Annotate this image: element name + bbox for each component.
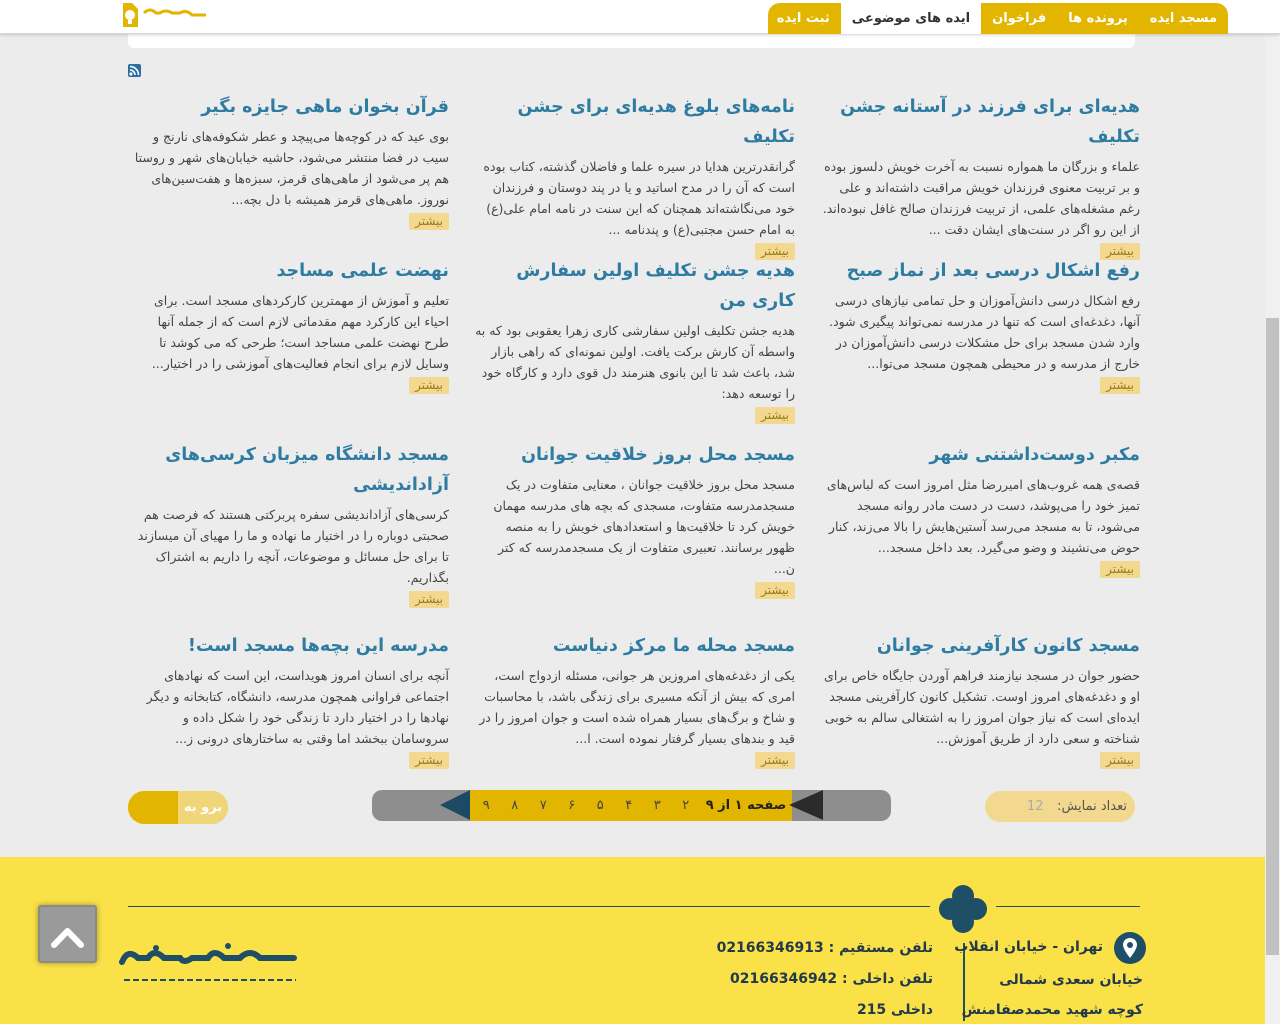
pagination-next-arrow[interactable] (789, 790, 823, 820)
main-nav (768, 3, 1228, 34)
more-button[interactable]: بیشتر (409, 377, 449, 394)
scrollbar[interactable] (1265, 34, 1280, 1024)
idea-card (820, 631, 1140, 769)
idea-card-excerpt: کرسی‌های آزاداندیشی سفره پربرکتی هستند که فرصت هم صحبتی دوباره را در اختیار ما نهاده و ما را مهیای آن میسازند تا برای حل مسائل و موضوعات، آنچه را داریم به اشتراک بگذاریم. (137, 507, 449, 585)
footer-logo[interactable] (118, 934, 303, 990)
idea-card (129, 256, 449, 394)
idea-card-title[interactable]: مکبر دوست‌داشتنی شهر (929, 445, 1140, 465)
per-page-label: تعداد نمایش: (1057, 799, 1127, 814)
nav-item-masjed-idea[interactable]: مسجد ایده (1149, 11, 1217, 26)
page-link[interactable]: ۹ (482, 798, 490, 813)
more-button[interactable]: بیشتر (755, 582, 795, 599)
idea-card-title[interactable]: نامه‌های بلوغ هدیه‌ای برای جشن تکلیف (517, 97, 795, 147)
idea-card-title[interactable]: قرآن بخوان ماهی جایزه بگیر (201, 97, 449, 117)
idea-card-excerpt: یکی از دغدغه‌های امروزین هر جوانی، مسئله ازدواج است، امری که بیش از آنکه مسیری برای زندگی باشد، با محاسبات و شاخ و برگ‌های بسیار همراه شده است و جوان امروز را در قید و بندهای بسیار گرفتار نموده است. ا... (479, 668, 795, 746)
content-panel-edge (128, 34, 1135, 48)
footer-extension: داخلی 215 (856, 1002, 933, 1018)
idea-card (475, 92, 795, 260)
top-navigation-bar (0, 0, 1280, 34)
per-page-select[interactable] (985, 791, 1135, 822)
page-link[interactable]: ۳ (653, 798, 661, 813)
more-button[interactable]: بیشتر (409, 752, 449, 769)
idea-card (129, 631, 449, 769)
pagination-prev-arrow[interactable] (440, 790, 470, 820)
footer-divider-left (128, 906, 930, 907)
nav-item-calls[interactable]: فراخوان (992, 11, 1047, 26)
page-link[interactable]: ۸ (511, 798, 519, 813)
idea-card-title[interactable]: مسجد دانشگاه میزبان کرسی‌های آزاداندیشی (165, 445, 449, 495)
location-pin-icon (1113, 931, 1147, 965)
site-logo[interactable] (120, 1, 210, 31)
idea-card (820, 92, 1140, 260)
footer-address-line1: تهران - خیابان انقلاب (954, 939, 1103, 955)
nav-item-submit-idea[interactable]: ثبت ایده (776, 11, 830, 26)
page-link[interactable]: ۵ (596, 798, 604, 813)
idea-card-excerpt: گرانقدرترین هدایا در سیره علما و فاضلان گذشته، کتاب بوده است که آن را در مدح اساتید و یا در پند دوستان و فرزندان خود می‌نگاشته‌اند همچنان که این سنت در نامه امام علی(ع) به امام حسن مجتبی(ع) و پندنامه ... (483, 159, 795, 237)
scroll-to-top-button[interactable] (38, 905, 97, 963)
idea-card-excerpt: هدیه جشن تکلیف اولین سفارشی کاری زهرا یعقوبی بود که به واسطه آن کارش برکت یافت. اولین نمونه‌ای که راهی بازار شد، باعث شد تا این بانوی هنرمند دل قوی دارد و کارگاه خود را توسعه دهد: (475, 323, 795, 401)
footer-address-line2: خیابان سعدی شمالی (999, 972, 1143, 988)
idea-card-excerpt: آنچه برای انسان امروز هویداست، این است که نهادهای اجتماعی فراوانی همچون مدرسه، دانشگاه، کتابخانه و دیگر نهادها را در اختیار دارد تا زندگی خود را شکل داده و سروسامان ببخشد اما وقتی به ساختارهای درونی ز... (146, 668, 449, 746)
pagination-label: صفحه ۱ از ۹ (705, 798, 787, 813)
idea-card-title[interactable]: هدیه جشن تکلیف اولین سفارش کاری من (516, 261, 795, 311)
more-button[interactable]: بیشتر (755, 752, 795, 769)
idea-card-excerpt: علماء و بزرگان ما همواره نسبت به آخرت خویش دلسوز بوده و بر تربیت معنوی فرزندان خویش مراقبت داشته‌اند و علی رغم مشغله‌های علمی، از تربیت فرزندان صالح غافل نبوده‌اند. از این رو اگر در سنت‌های ایشان دقت ... (822, 159, 1140, 237)
idea-card-title[interactable]: مسجد کانون کارآفرینی جوانان (876, 636, 1140, 656)
nav-item-cases[interactable]: پرونده ها (1068, 11, 1128, 26)
page-link[interactable]: ۲ (682, 798, 690, 813)
more-button[interactable]: بیشتر (1100, 243, 1140, 260)
footer-phone-direct: تلفن مستقیم : 02166346913 (716, 940, 933, 956)
lightbulb-icon (120, 1, 210, 31)
more-button[interactable]: بیشتر (1100, 377, 1140, 394)
idea-card-excerpt: مسجد محل بروز خلاقیت جوانان ، معنایی متفاوت در یک مسجدمدرسه متفاوت، مسجدی که بچه های مدرسه مهمان خویش کرد تا خلاقیت‌ها و استعدادهای خویش را به منصه ظهور برسانند. تعبیری متفاوت از یک مسجدمدرسه که کتر ن... (493, 477, 795, 576)
idea-card-title[interactable]: رفع اشکال درسی بعد از نماز صبح (846, 261, 1140, 281)
idea-card (475, 256, 795, 424)
goto-page-control (128, 791, 228, 824)
idea-card (129, 440, 449, 608)
idea-card-title[interactable]: هدیه‌ای برای فرزند در آستانه جشن تکلیف (840, 97, 1140, 147)
more-button[interactable]: بیشتر (409, 213, 449, 230)
footer-address-line3: کوچه شهید محمدصفامنش (961, 1002, 1143, 1018)
idea-card-title[interactable]: نهضت علمی مساجد (276, 261, 449, 281)
idea-card-title[interactable]: مدرسه این بچه‌ها مسجد است! (187, 636, 449, 656)
idea-card-excerpt: بوی عید که در کوچه‌ها می‌پیچد و عطر شکوفه‌های نارنج و سیب در فضا منتشر می‌شود، حاشیه خیابان‌های شهر و روستا هم پر می‌شود از ماهی‌های قرمز، سبزه‌ها و هفت‌سین‌های نوروز. ماهی‌های قرمز همیشه با دل بچه... (134, 129, 449, 207)
idea-card-excerpt: قصه‌ی همه غروب‌های امیررضا مثل امروز است که لباس‌های تمیز خود را می‌پوشد، دست در دست مادر روانه مسجد می‌شود، تا به مسجد می‌رسد آستین‌هایش را بالا می‌زند، کنار حوض می‌نشیند و وضو می‌گیرد. بعد داخل مسجد... (826, 477, 1140, 555)
clover-icon (937, 883, 989, 935)
pagination-pages (472, 790, 702, 821)
rss-icon[interactable] (128, 64, 141, 77)
page-link[interactable]: ۷ (539, 798, 547, 813)
per-page-value[interactable]: 12 (1027, 799, 1044, 814)
idea-card-title[interactable]: مسجد محل بروز خلاقیت جوانان (521, 445, 795, 465)
nav-item-topical-ideas[interactable]: ایده های موضوعی (841, 3, 981, 34)
idea-card (475, 440, 795, 599)
more-button[interactable]: بیشتر (1100, 752, 1140, 769)
footer-phone-internal: تلفن داخلی : 02166346942 (730, 971, 933, 987)
idea-card (475, 631, 795, 769)
more-button[interactable]: بیشتر (1100, 561, 1140, 578)
more-button[interactable]: بیشتر (755, 407, 795, 424)
footer-divider-right (996, 906, 1140, 907)
more-button[interactable]: بیشتر (755, 243, 795, 260)
idea-card (820, 440, 1140, 578)
idea-card-excerpt: رفع اشکال درسی دانش‌آموزان و حل تمامی نیازهای درسی آنها، دغدغه‌ای است که تنها در مدرسه نمی‌تواند پیگیری شود. وارد شدن مسجد برای حل مشکلات درسی دانش‌آموزان در خارج از مدرسه و در محیطی همچون مسجد می‌توا... (829, 293, 1140, 371)
page-link[interactable]: ۴ (625, 798, 633, 813)
idea-card-excerpt: حضور جوان در مسجد نیازمند فراهم آوردن جایگاه خاص برای او و دغدغه‌های امروز اوست. تشکیل کانون کارآفرینی مسجد ایده‌ای است که نیاز جوان امروز را به اشتغالی سالم به خوبی شناخته و سعی دارد از طریق آموزش... (824, 668, 1140, 746)
idea-card (129, 92, 449, 230)
page-link[interactable]: ۶ (568, 798, 576, 813)
goto-page-button[interactable]: برو به (178, 791, 228, 824)
scrollbar-thumb[interactable] (1266, 318, 1279, 955)
idea-card (820, 256, 1140, 394)
more-button[interactable]: بیشتر (409, 591, 449, 608)
chevron-up-icon (40, 907, 95, 961)
goto-page-input[interactable] (128, 791, 178, 824)
idea-card-title[interactable]: مسجد محله ما مرکز دنیاست (552, 636, 795, 656)
idea-card-excerpt: تعلیم و آموزش از مهمترین کارکردهای مسجد است. برای احیاء این کارکرد مهم مقدماتی لازم است که از جمله آنها طرح نهضت علمی مساجد است؛ طرحی که می کوشد تا وسایل لازم برای انجام فعالیت‌های آموزشی را در اختیار... (151, 293, 449, 371)
